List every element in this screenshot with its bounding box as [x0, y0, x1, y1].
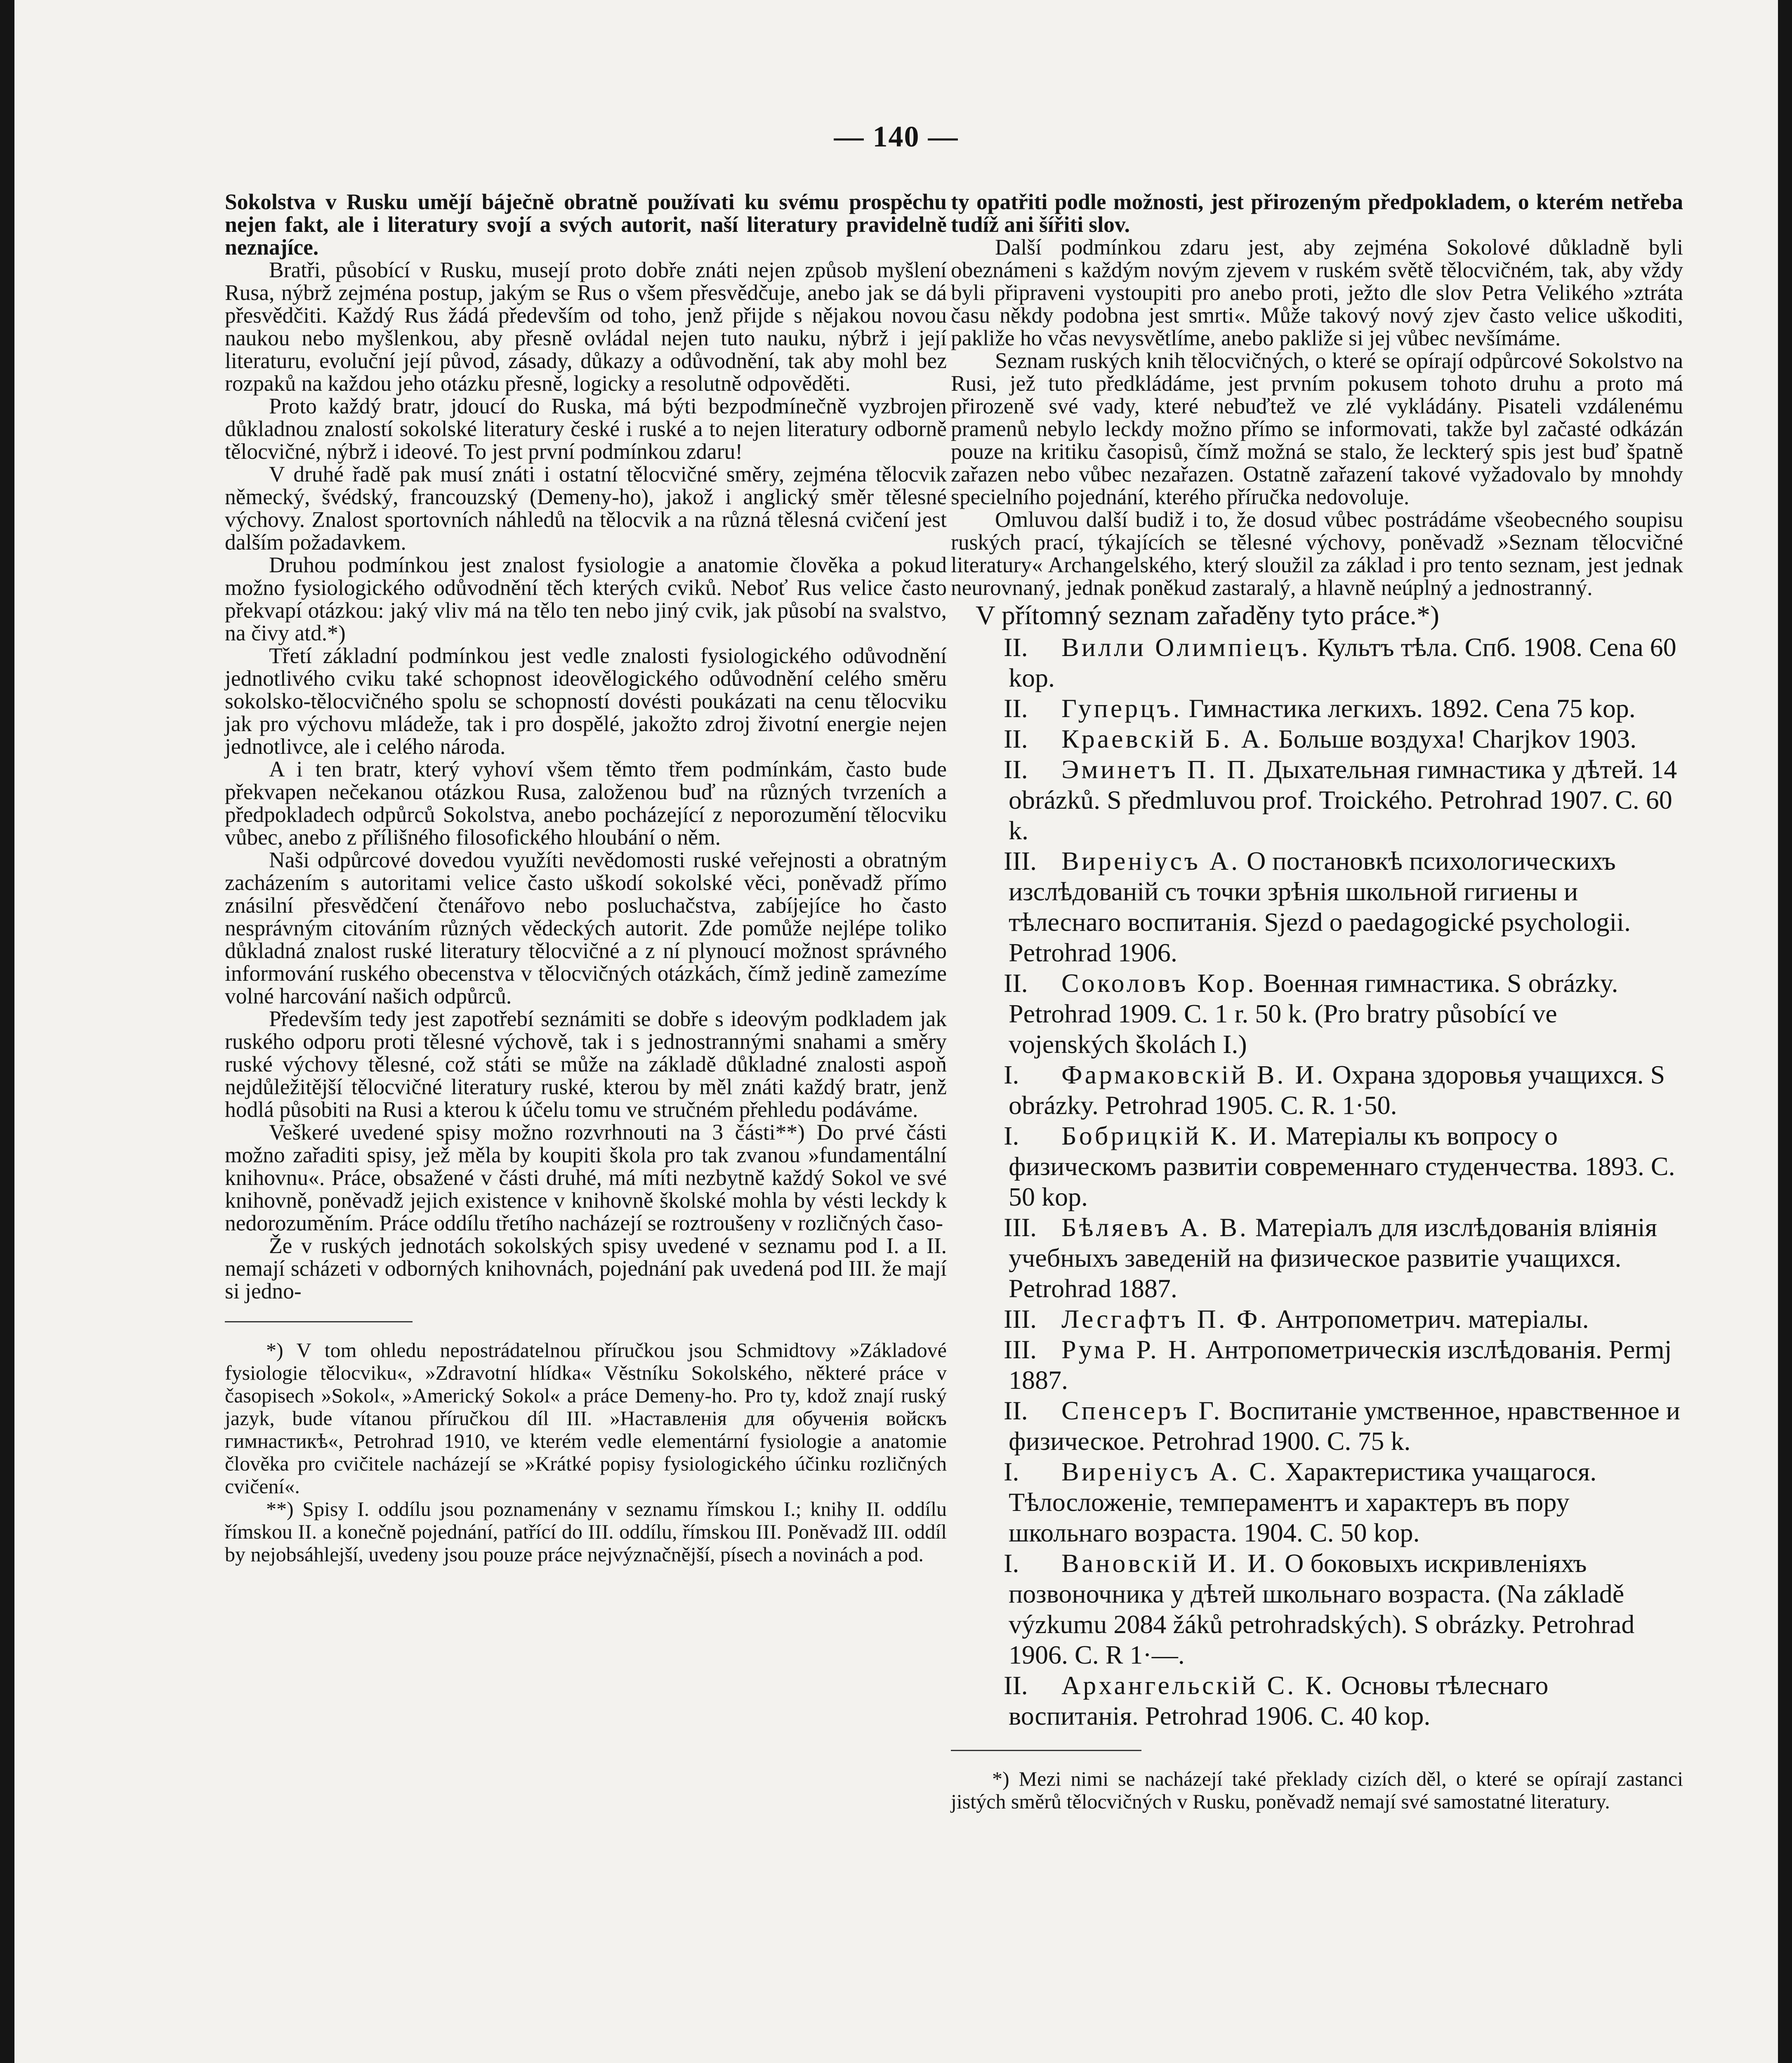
category-mark: III. [1004, 1335, 1037, 1364]
category-mark: III. [1004, 1304, 1037, 1334]
entry-author: Краевскій Б. А. [1061, 724, 1272, 753]
paragraph: ty opatřiti podle možnosti, jest přirozeným předpokladem, o kterém netřeba tudíž ani šířiti slov. [951, 189, 1683, 237]
category-mark: III. [1004, 846, 1037, 876]
category-mark: III. [1004, 1213, 1037, 1242]
entry-text: Культъ тѣла. Спб. 1908. Cena 60 kop. [1009, 633, 1676, 692]
entry-author: Рума Р. Н. [1061, 1335, 1199, 1364]
entry-author: Лесгафтъ П. Ф. [1061, 1304, 1269, 1334]
paragraph: Třetí základní podmínkou jest vedle znalosti fysiologického odůvodnění jednotlivého cviku také schopnost ideovělogického odůvodnění celého směru sokolsko-tělocvičného spolu se schopností dovésti poukázati na cenu tělocviku jak pro výchovu mládeže, tak i pro dospělé, jakožto zdroj životní energie nejen jednotlivce, ale i celého národa. [225, 643, 947, 759]
category-mark: II. [1004, 724, 1028, 753]
entry-author: Бѣляевъ А. В. [1061, 1213, 1249, 1242]
list-item [951, 754, 1683, 846]
entry-text: Охрана здоровья учащихся. S obrázky. Petrohrad 1905. C. R. 1·50. [1009, 1060, 1665, 1120]
list-item [951, 1121, 1683, 1212]
category-mark: I. [1004, 1121, 1019, 1150]
category-mark: II. [1004, 633, 1028, 662]
left-column [225, 191, 947, 1566]
entry-text: Основы тѣлеснаго воспитанія. Petrohrad 1906. C. 40 kop. [1009, 1671, 1549, 1730]
paragraph: Naši odpůrcové dovedou využíti nevědomosti ruské veřejnosti a obratným zacházením s autoritami velice často uškodí sokolské věci, poněvadž přímo znásilní přesvědčení čtenářovo nebo posluchačstva, zabíjejíce ho často nesprávným citováním různých vědeckých autorit. Zde pomůže nejlépe toliko důkladná znalost ruské literatury tělocvičné a z ní plynoucí možnost správného informování ruského obecenstva v tělocvičných otázkách, čímž jedině zamezíme volné harcování našich odpůrců. [225, 847, 947, 1008]
footnote: **) Spisy I. oddílu jsou poznamenány v seznamu římskou I.; knihy II. oddílu římskou II. a konečně pojednání, patřící do III. oddílu, římskou III. Poněvadž III. oddíl by nejobsáhlejší, uvedeny jsou pouze práce nejvýznačnější, písech a novinách a pod. [225, 1497, 947, 1566]
entry-text: Дыхательная гимнастика у дѣтей. 14 obrázků. S předmluvou prof. Troického. Petrohrad 1907. C. 60 k. [1009, 755, 1677, 845]
entry-author: Соколовъ Кор. [1061, 968, 1257, 998]
entry-text: Гимнастика легкихъ. 1892. Cena 75 kop. [1188, 694, 1636, 723]
entry-text: Матеріалы къ вопросу о физическомъ развитіи современнаго студенчества. 1893. C. 50 kop. [1009, 1121, 1675, 1211]
category-mark: II. [1004, 968, 1028, 998]
paragraph: Především tedy jest zapotřebí seznámiti se dobře s ideovým podkladem jak ruského odporu proti tělesné výchově, tak i s jednostrannými snahami a směry ruské výchovy tělesné, což státi se může na základě důkladné znalosti aspoň nejdůležitější tělocvičné literatury ruské, kterou by měl znáti každý bratr, jenž hodlá působiti na Rusi a kterou k účelu tomu ve stručném přehledu podáváme. [225, 1006, 947, 1122]
entry-text: Характеристика учащагося. Тѣлосложеніе, темпераментъ и характеръ въ пору школьнаго возраста. 1904. C. 50 kop. [1009, 1457, 1597, 1547]
category-mark: II. [1004, 1396, 1028, 1425]
entry-author: Вановскій И. И. [1061, 1548, 1278, 1578]
list-item [951, 1548, 1683, 1670]
list-heading: V přítomný seznam zařaděny tyto práce.*) [976, 600, 1440, 630]
entry-text: Матеріалъ для изслѣдованія вліянія учебныхъ заведеній на физическое развитіе учащихся. Petrohrad 1887. [1009, 1213, 1658, 1303]
category-mark: I. [1004, 1457, 1019, 1486]
paragraph: Další podmínkou zdaru jest, aby zejména Sokolové důkladně byli obeznámeni s každým novým zjevem v ruském světě tělocvičném, tak, aby vždy byli připraveni vystoupiti pro anebo proti, ježto dle slov Petra Velikého »ztráta času někdy podobna jest smrti«. Může takový nový zjev často velice uškoditi, pakliže ho včas nevysvětlíme, anebo pakliže si jej vůbec nevšímáme. [951, 235, 1683, 350]
paragraph: Seznam ruských knih tělocvičných, o které se opírají odpůrcové Sokolstvo na Rusi, jež tuto předkládáme, jest prvním pokusem tohoto druhu a proto má přirozeně své vady, které nebuďtež ve zlé vykládány. Pisateli vzdálenému pramenů nebylo leckdy možno přímo se informovati, takže byl začasté odkázán pouze na kritiku časopisů, čímž možná se stalo, že leckterý spis jest buď špatně zařazen nebo vůbec nezařazen. Ostatně zařazení takové vyžadovalo by mnohdy specielního pojednání, kterého příručka nedovoluje. [951, 348, 1683, 509]
entry-text: Военная гимнастика. S obrázky. Petrohrad 1909. C. 1 r. 50 k. (Pro bratry působící ve vojenských školách I.) [1009, 968, 1618, 1059]
list-item [951, 1334, 1683, 1395]
list-item [951, 693, 1683, 724]
paragraph: Že v ruských jednotách sokolských spisy uvedené v seznamu pod I. a II. nemají scházeti v odborných knihovnách, pojednání pak uvedená pod III. že mají si jedno- [225, 1233, 947, 1303]
entry-author: Виреніусъ А. [1061, 846, 1240, 876]
scanned-page [14, 0, 1778, 2063]
footnote: *) V tom ohledu nepostrádatelnou příručkou jsou Schmidtovy »Základové fysiologie tělocviku«, »Zdravotní hlídka« Věstníku Sokolského, některé práce v časopisech »Sokol«, »Americký Sokol« a práce Demeny-ho. Pro ty, kdož znají ruský jazyk, bude vítanou příručkou díl III. »Наставленія для обученія войскъ гимнастикѣ«, Petrohrad 1910, ve kterém vedle elementární fysiologie a anatomie člověka pro cvičitele nacházejí se »Krátké popisy fysiologického účinku rozličných cvičení«. [225, 1338, 947, 1498]
list-item [951, 632, 1683, 693]
right-column [951, 191, 1683, 1813]
paragraph: Druhou podmínkou jest znalost fysiologie a anatomie člověka a pokud možno fysiologického odůvodnění těch kterých cviků. Neboť Rus velice často překvapí otázkou: jaký vliv má na tělo ten nebo jiný cvik, jak působí na svalstvo, na čivy atd.*) [225, 552, 947, 645]
category-mark: II. [1004, 694, 1028, 723]
paragraph: Omluvou další budiž i to, že dosud vůbec postrádáme všeobecného soupisu ruských prací, týkajících se tělesné výchovy, poněvadž »Seznam tělocvičné literatury« Archangelského, který sloužil za základ i pro tento seznam, jest jednak neurovnaný, jednak poněkud zastaralý, a hlavně neúplný a jednostranný. [951, 507, 1683, 600]
footnote-divider [225, 1321, 413, 1322]
entry-author: Вилли Олимпіецъ. [1061, 633, 1311, 662]
list-item [951, 846, 1683, 968]
category-mark: I. [1004, 1060, 1019, 1089]
entry-text: О постановкѣ психологическихъ изслѣдованій съ точки зрѣнія школьной гигиены и тѣлеснаго воспитанія. Sjezd o paedagogické psychologii. Petrohrad 1906. [1009, 846, 1631, 967]
page-number: — 140 — [834, 120, 959, 153]
category-mark: II. [1004, 1671, 1028, 1700]
entry-text: Антропометрич. матеріалы. [1276, 1304, 1589, 1334]
list-item [951, 1060, 1683, 1121]
paragraph: Proto každý bratr, jdoucí do Ruska, má býti bezpodmínečně vyzbrojen důkladnou znalostí sokolské literatury české i ruské a to nejen literatury odborně tělocvičné, nýbrž i ideové. To jest první podmínkou zdaru! [225, 394, 947, 464]
list-item [951, 1670, 1683, 1731]
paragraph: A i ten bratr, který vyhoví všem těmto třem podmínkám, často bude překvapen nečekanou otázkou Rusa, založenou buď na různých tvrzeních a předpokladech odpůrců Sokolstva, anebo pocházející z neporozumění tělocviku vůbec, anebo z přílišného filosofického hloubání o něm. [225, 757, 947, 850]
entry-author: Гуперцъ. [1061, 694, 1182, 723]
bibliography-list [951, 632, 1683, 1731]
list-item [951, 1304, 1683, 1334]
paragraph: Veškeré uvedené spisy možno rozvrhnouti na 3 části**) Do prvé části možno zařaditi spisy, jež měla by koupiti škola pro tak zvanou »fundamentální knihovnu«. Práce, obsažené v části druhé, má míti nezbytně každý Sokol ve své knihovně, poněvadž jejich existence v knihovně školské mohla by vésti leckdy k nedorozuměním. Práce oddílu třetího nacházejí se roztroušeny v rozličných časo- [225, 1120, 947, 1235]
footnote: *) Mezi nimi se nacházejí také překlady cizích děl, o které se opírají zastanci jistých směrů tělocvičných v Rusku, poněvadž nemají své samostatné literatury. [951, 1767, 1683, 1813]
list-item [951, 968, 1683, 1060]
list-item [951, 1456, 1683, 1548]
list-item [951, 1395, 1683, 1456]
entry-text: Воспитаніе умственное, нравственное и физическое. Petrohrad 1900. C. 75 k. [1009, 1396, 1680, 1456]
entry-author: Виреніусъ А. С. [1061, 1457, 1278, 1486]
entry-author: Эминетъ П. П. [1061, 755, 1258, 784]
category-mark: I. [1004, 1548, 1019, 1578]
footnote-divider [951, 1750, 1141, 1751]
entry-text: О боковыхъ искривленіяхъ позвоночника у дѣтей школьнаго возраста. (Na základě výzkumu 2084 žáků petrohradských). S obrázky. Petrohrad 1906. C. R 1·—. [1009, 1548, 1635, 1669]
entry-text: Больше воздуха! Charjkov 1903. [1278, 724, 1637, 753]
paragraph: Bratři, působící v Rusku, musejí proto dobře znáti nejen způsob myšlení Rusa, nýbrž zejména postup, jakým se Rus o všem přesvědčuje, anebo jak se dá přesvědčiti. Každý Rus žádá především od toho, jenž přijde s nějakou novou naukou nebo myšlenkou, aby přesně ovládal nejen tuto nauku, nýbrž i její literaturu, evoluční její původ, zásady, důkazy a odůvodnění, tak aby mohl bez rozpaků na každou jeho otázku přesně, logicky a resolutně odpověděti. [225, 257, 947, 396]
list-item [951, 724, 1683, 754]
category-mark: II. [1004, 755, 1028, 784]
entry-author: Спенсеръ Г. [1061, 1396, 1223, 1425]
entry-author: Фармаковскій В. И. [1061, 1060, 1326, 1089]
entry-author: Бобрицкій К. И. [1061, 1121, 1279, 1150]
paragraph: V druhé řadě pak musí znáti i ostatní tělocvičné směry, zejména tělocvik německý, švédský, francouzský (Demeny-ho), jakož i anglický směr tělesné výchovy. Znalost sportovních náhledů na tělocvik a na různá tělesná cvičení jest dalším požadavkem. [225, 462, 947, 555]
entry-text: Антропометрическія изслѣдованія. Permj 1887. [1009, 1335, 1672, 1395]
paragraph: Sokolstva v Rusku umějí báječně obratně používati ku svému prospěchu nejen fakt, ale i literatury svojí a svých autorit, naší literatury pravidelně neznajíce. [225, 189, 947, 260]
list-item [951, 1212, 1683, 1304]
entry-author: Архангельскій С. К. [1061, 1671, 1335, 1700]
